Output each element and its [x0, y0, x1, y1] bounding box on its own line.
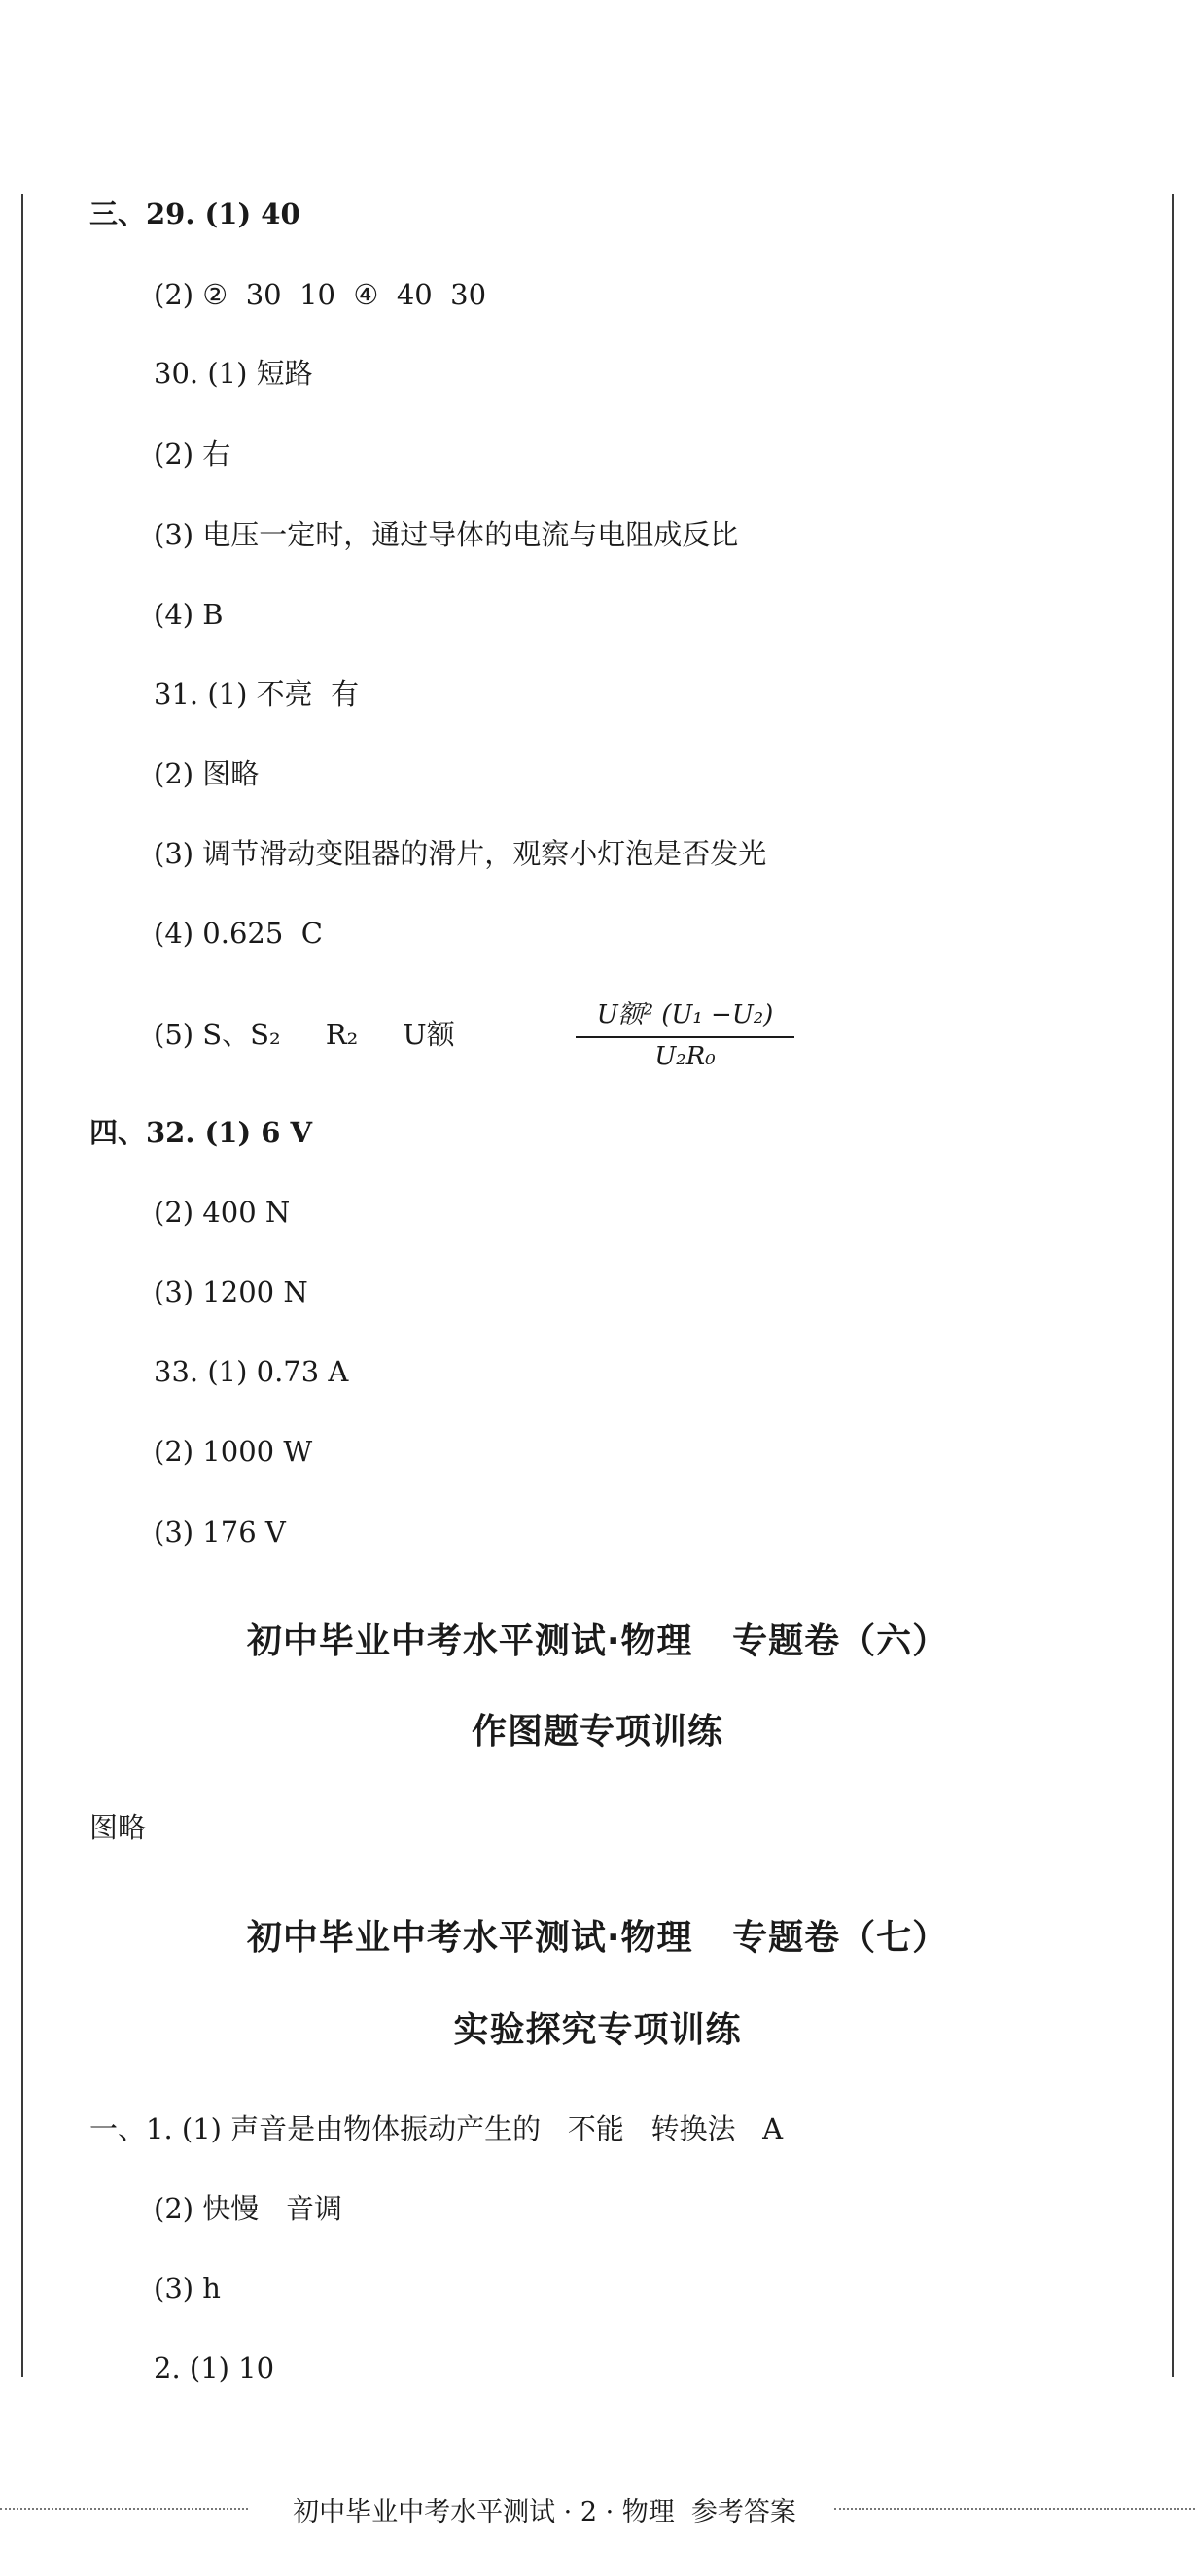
answer-line: 30. (1) 短路 [154, 357, 313, 390]
formula-fraction [576, 994, 794, 1071]
answer-line: (2) 1000 W [154, 1435, 313, 1468]
answer-line: 33. (1) 0.73 A [154, 1355, 349, 1388]
fraction-numerator: U额² (U₁ −U₂) [576, 994, 794, 1038]
answer-line: (3) h [154, 2272, 221, 2305]
answer-line: (4) 0.625 C [154, 917, 323, 950]
section-subheading: 实验探究专项训练 [453, 2010, 742, 2050]
answer-line: (2) ② 30 10 ④ 40 30 [154, 278, 487, 311]
answer-line: (4) B [154, 598, 224, 631]
answer-line: (3) 调节滑动变阻器的滑片，观察小灯泡是否发光 [154, 837, 767, 870]
section-heading: 初中毕业中考水平测试·物理 专题卷（七） [246, 1918, 949, 1958]
section-subheading: 作图题专项训练 [471, 1712, 723, 1752]
answer-line: (3) 1200 N [154, 1275, 308, 1308]
answer-line: (3) 176 V [154, 1515, 286, 1549]
answer-line: 四、32. (1) 6 V [89, 1116, 313, 1149]
answer-line: 一、1. (1) 声音是由物体振动产生的 不能 转换法 A [89, 2112, 784, 2145]
footer-dotted-line [0, 2508, 248, 2510]
fraction-denominator: U₂R₀ [654, 1042, 716, 1071]
answer-line: (2) 右 [154, 437, 231, 470]
page-footer [0, 2489, 1195, 2527]
answer-line: (2) 400 N [154, 1196, 291, 1229]
answer-line: 2. (1) 10 [154, 2351, 275, 2385]
answer-line: 31. (1) 不亮 有 [154, 678, 360, 711]
section-heading: 初中毕业中考水平测试·物理 专题卷（六） [246, 1621, 949, 1661]
answer-line: (2) 快慢 音调 [154, 2192, 342, 2225]
answer-line: 图略 [89, 1811, 147, 1844]
footer-dotted-line [834, 2508, 1195, 2510]
footer-text: 初中毕业中考水平测试 · 2 · 物理 参考答案 [293, 2497, 796, 2527]
answer-line: (3) 电压一定时，通过导体的电流与电阻成反比 [154, 518, 739, 551]
answer-line: (5) S、S₂ R₂ U额 [154, 1018, 455, 1051]
answer-line: 三、29. (1) 40 [89, 197, 300, 230]
answer-line: (2) 图略 [154, 757, 260, 790]
